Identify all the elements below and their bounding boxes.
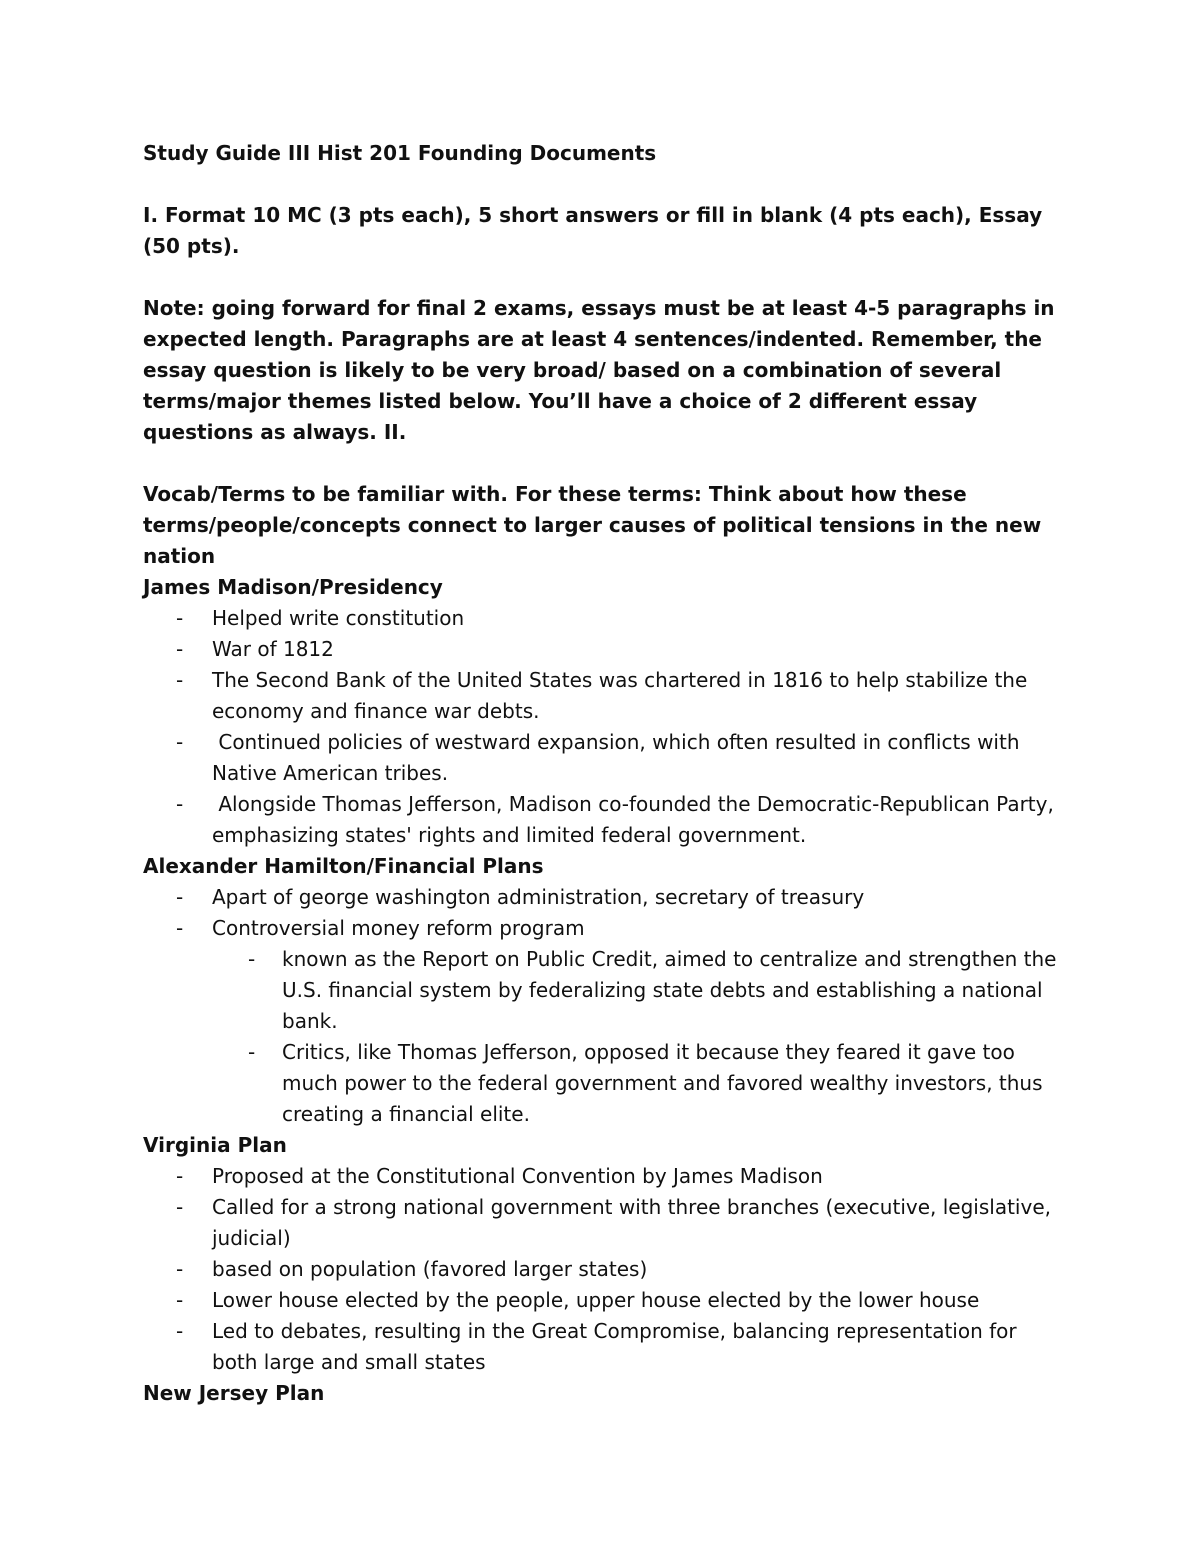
dash-bullet-icon: - <box>176 730 184 754</box>
list-item <box>143 913 1063 1130</box>
list-item <box>143 634 1063 665</box>
list-item-text: Lower house elected by the people, upper house elected by the lower house <box>212 1288 980 1312</box>
note-paragraph: Note: going forward for final 2 exams, essays must be at least 4-5 paragraphs in expected length. Paragraphs are at least 4 sentences/indented. Remember, the essay question is likely to be very broad/ based on a combination of several terms/major themes listed below. You’ll have a choice of 2 different essay questions as always. II. <box>143 296 1055 444</box>
list-item-text: Called for a strong national government with three branches (executive, legislative, judicial) <box>212 1195 1051 1250</box>
list-item <box>143 882 1063 913</box>
spacer <box>143 448 1063 479</box>
list-item-text: Helped write constitution <box>212 606 465 630</box>
list-item <box>143 727 1063 789</box>
sub-list-item-text: Critics, like Thomas Jefferson, opposed it because they feared it gave too much power to the federal government and favored wealthy investors, thus creating a financial elite. <box>282 1040 1043 1126</box>
dash-bullet-icon: - <box>176 885 184 909</box>
section-heading-new-jersey-plan: New Jersey Plan <box>143 1381 325 1405</box>
dash-bullet-icon: - <box>176 668 184 692</box>
dash-bullet-icon: - <box>248 1040 256 1064</box>
sub-list-item-text: known as the Report on Public Credit, aimed to centralize and strengthen the U.S. financial system by federalizing state debts and establishing a national bank. <box>282 947 1057 1033</box>
list-item <box>143 789 1063 851</box>
list-item <box>143 1161 1063 1192</box>
dash-bullet-icon: - <box>176 1257 184 1281</box>
list-item <box>143 603 1063 634</box>
list-item <box>143 1285 1063 1316</box>
dash-bullet-icon: - <box>176 1288 184 1312</box>
section-heading-virginia-plan: Virginia Plan <box>143 1133 287 1157</box>
list-item <box>143 665 1063 727</box>
dash-bullet-icon: - <box>176 1164 184 1188</box>
list-item <box>143 1192 1063 1254</box>
section-heading-alexander-hamilton: Alexander Hamilton/Financial Plans <box>143 854 544 878</box>
document-body <box>143 138 1063 1409</box>
dash-bullet-icon: - <box>176 916 184 940</box>
sub-list-item <box>143 944 1063 1037</box>
bullet-list-virginia-plan <box>143 1161 1063 1378</box>
sub-bullet-list <box>143 944 1063 1130</box>
spacer <box>143 262 1063 293</box>
list-item-text: The Second Bank of the United States was chartered in 1816 to help stabilize the economy and finance war debts. <box>212 668 1028 723</box>
list-item-text: Alongside Thomas Jefferson, Madison co-founded the Democratic-Republican Party, emphasizing states' rights and limited federal government. <box>212 792 1061 847</box>
list-item-text: based on population (favored larger states) <box>212 1257 648 1281</box>
dash-bullet-icon: - <box>176 792 184 816</box>
list-item <box>143 1254 1063 1285</box>
dash-bullet-icon: - <box>176 1319 184 1343</box>
list-item-text: War of 1812 <box>212 637 334 661</box>
bullet-list-alexander-hamilton <box>143 882 1063 1130</box>
bullet-list-james-madison <box>143 603 1063 851</box>
list-item-text: Led to debates, resulting in the Great Compromise, balancing representation for both large and small states <box>212 1319 1017 1374</box>
section-heading-james-madison: James Madison/Presidency <box>143 575 443 599</box>
list-item-text: Continued policies of westward expansion, which often resulted in conflicts with Native American tribes. <box>212 730 1026 785</box>
format-paragraph: I. Format 10 MC (3 pts each), 5 short answers or fill in blank (4 pts each), Essay (50 pts). <box>143 203 1043 258</box>
list-item-text: Proposed at the Constitutional Convention by James Madison <box>212 1164 823 1188</box>
list-item-text: Controversial money reform program <box>212 916 585 940</box>
list-item <box>143 1316 1063 1378</box>
vocab-paragraph: Vocab/Terms to be familiar with. For these terms: Think about how these terms/people/concepts connect to larger causes of political tensions in the new nation <box>143 482 1042 568</box>
spacer <box>143 169 1063 200</box>
dash-bullet-icon: - <box>176 1195 184 1219</box>
list-item-text: Apart of george washington administration, secretary of treasury <box>212 885 865 909</box>
document-title: Study Guide III Hist 201 Founding Documents <box>143 141 657 165</box>
dash-bullet-icon: - <box>176 606 184 630</box>
dash-bullet-icon: - <box>248 947 256 971</box>
dash-bullet-icon: - <box>176 637 184 661</box>
sub-list-item <box>143 1037 1063 1130</box>
